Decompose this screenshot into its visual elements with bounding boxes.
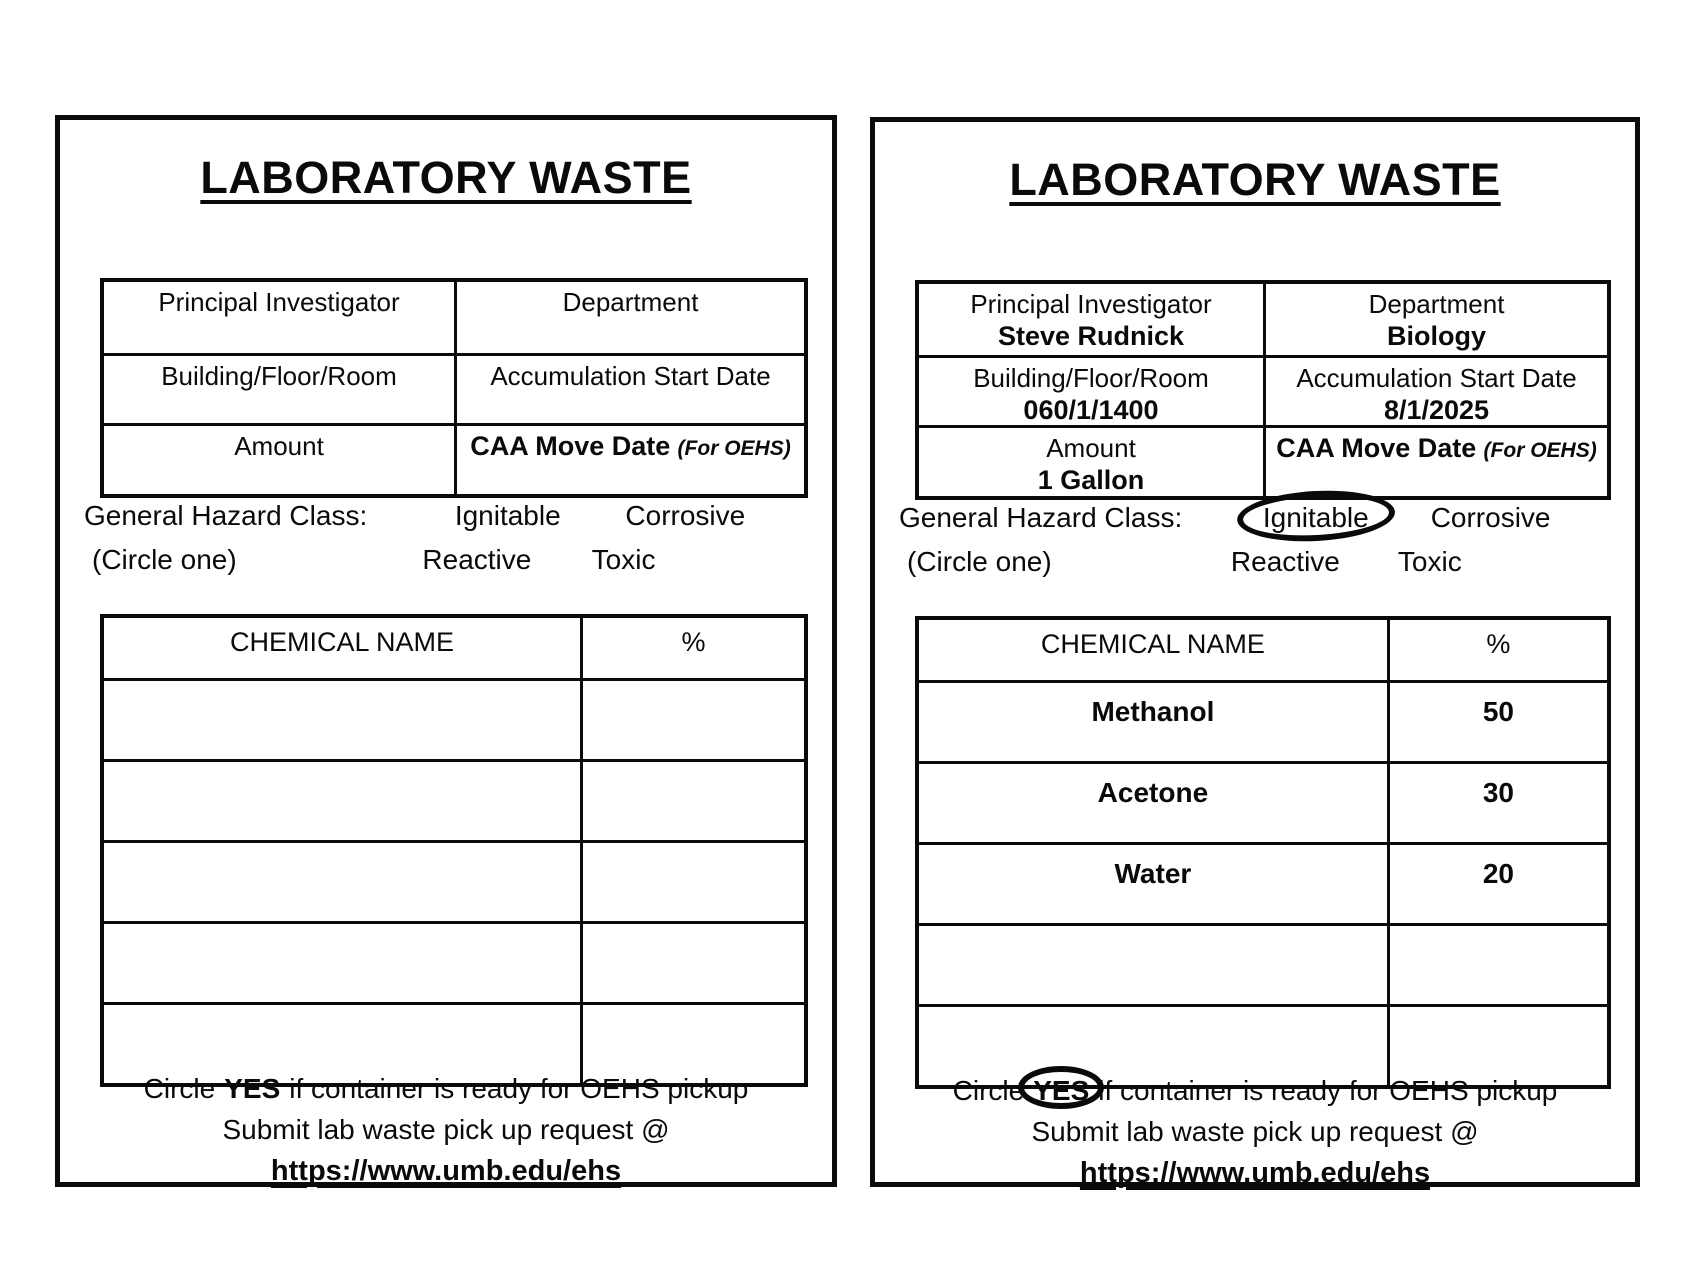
caa-move-date-cell — [1263, 425, 1607, 496]
accumulation-start-date-label: Accumulation Start Date — [490, 360, 771, 391]
caa-move-date-label-main: CAA Move Date — [470, 431, 671, 462]
caa-move-date-label — [457, 430, 804, 465]
chemical-name-header: CHEMICAL NAME — [1040, 629, 1265, 659]
hazard-option-corrosive: Corrosive — [625, 500, 746, 531]
accumulation-start-date-cell — [1263, 355, 1607, 426]
yes-word: YES — [224, 1073, 281, 1104]
caa-move-date-label — [1266, 432, 1607, 467]
pickup-request-url — [60, 1150, 832, 1192]
hazard-option-toxic: Toxic — [591, 544, 656, 575]
principal-investigator-value: Steve Rudnick — [997, 321, 1185, 351]
hazard-option-ignitable-circled: Ignitable — [1262, 502, 1369, 533]
accumulation-start-date-value: 8/1/2025 — [1383, 394, 1490, 425]
principal-investigator-cell — [104, 282, 454, 353]
building-floor-room-label: Building/Floor/Room — [161, 360, 397, 391]
table-row — [919, 680, 1607, 761]
principal-investigator-cell — [919, 284, 1263, 355]
info-table — [100, 278, 808, 498]
lab-waste-form-blank — [55, 115, 837, 1187]
hazard-option-corrosive: Corrosive — [1430, 502, 1551, 533]
chemical-name-cell — [104, 681, 580, 759]
principal-investigator-label: Principal Investigator — [970, 289, 1212, 319]
chemical-table — [915, 616, 1611, 1089]
building-floor-room-label: Building/Floor/Room — [973, 362, 1209, 393]
amount-cell — [919, 425, 1263, 496]
building-floor-room-cell — [104, 353, 454, 424]
caa-move-date-cell — [454, 423, 804, 494]
circle-yes-suffix: if container is ready for OEHS pickup — [1098, 1075, 1558, 1106]
department-label: Department — [562, 287, 699, 317]
chemical-name-header: CHEMICAL NAME — [229, 627, 455, 657]
accumulation-start-date-cell — [454, 353, 804, 424]
percent-header: % — [580, 618, 804, 678]
circle-yes-instruction — [875, 1070, 1635, 1111]
hazard-class-section — [875, 502, 1635, 598]
chemical-name-cell: Acetone — [1097, 777, 1209, 808]
yes-word-circled: YES — [1033, 1075, 1090, 1106]
pickup-request-url — [875, 1152, 1635, 1194]
table-row — [104, 759, 804, 840]
hazard-class-label: General Hazard Class: — [899, 502, 1183, 533]
percent-cell — [1387, 926, 1607, 1004]
percent-cell: 50 — [1387, 683, 1607, 761]
hazard-circle-one-label: (Circle one) — [92, 544, 237, 575]
percent-cell: 30 — [1387, 764, 1607, 842]
form-title — [875, 154, 1635, 206]
table-row — [104, 678, 804, 759]
principal-investigator-label: Principal Investigator — [158, 287, 400, 317]
department-cell — [454, 282, 804, 353]
percent-cell — [580, 762, 804, 840]
circle-yes-prefix: Circle — [143, 1073, 216, 1104]
circle-yes-suffix: if container is ready for OEHS pickup — [289, 1073, 749, 1104]
amount-label: Amount — [234, 431, 324, 462]
hazard-class-section — [60, 500, 832, 596]
chemical-table-header — [919, 620, 1607, 680]
percent-header: % — [1387, 620, 1607, 680]
form-footer — [60, 1068, 832, 1192]
accumulation-start-date-label: Accumulation Start Date — [1296, 362, 1577, 393]
circle-yes-instruction — [60, 1068, 832, 1109]
chemical-table-header — [104, 618, 804, 678]
percent-cell — [580, 681, 804, 759]
pickup-request-url-text: https://www.umb.edu/ehs — [1079, 1157, 1431, 1189]
amount-label: Amount — [1046, 433, 1136, 464]
form-title-text: LABORATORY WASTE — [200, 152, 692, 203]
chemical-name-cell: Water — [1114, 858, 1192, 889]
amount-value: 1 Gallon — [1037, 465, 1145, 496]
table-row — [919, 842, 1607, 923]
lab-waste-form-filled — [870, 117, 1640, 1187]
info-table — [915, 280, 1611, 500]
department-cell — [1263, 284, 1607, 355]
chemical-name-cell — [104, 843, 580, 921]
table-row — [919, 761, 1607, 842]
hazard-option-toxic: Toxic — [1397, 546, 1462, 577]
submit-instruction: Submit lab waste pick up request @ — [222, 1114, 670, 1145]
hazard-option-ignitable: Ignitable — [454, 500, 561, 531]
amount-cell — [104, 423, 454, 494]
circle-yes-prefix: Circle — [952, 1075, 1025, 1106]
table-row — [919, 923, 1607, 1004]
chemical-name-cell — [104, 924, 580, 1002]
department-label: Department — [1368, 289, 1505, 319]
chemical-name-cell: Methanol — [1091, 696, 1215, 727]
building-floor-room-cell — [919, 355, 1263, 426]
chemical-name-cell — [919, 926, 1387, 1004]
form-footer — [875, 1070, 1635, 1194]
hazard-class-label: General Hazard Class: — [84, 500, 368, 531]
building-floor-room-value: 060/1/1400 — [1023, 394, 1159, 425]
hazard-option-reactive: Reactive — [422, 544, 532, 575]
pickup-request-url-text: https://www.umb.edu/ehs — [270, 1155, 622, 1187]
submit-instruction: Submit lab waste pick up request @ — [1031, 1116, 1479, 1147]
form-title — [60, 152, 832, 204]
form-title-text: LABORATORY WASTE — [1009, 154, 1501, 205]
chemical-name-cell — [104, 762, 580, 840]
table-row — [104, 840, 804, 921]
table-row — [104, 921, 804, 1002]
percent-cell: 20 — [1387, 845, 1607, 923]
hazard-circle-one-label: (Circle one) — [907, 546, 1052, 577]
department-value: Biology — [1387, 321, 1486, 351]
caa-move-date-label-main: CAA Move Date — [1276, 433, 1477, 464]
hazard-option-reactive: Reactive — [1230, 546, 1340, 577]
percent-cell — [580, 843, 804, 921]
percent-cell — [580, 924, 804, 1002]
chemical-table — [100, 614, 808, 1087]
caa-move-date-label-note: (For OEHS) — [1483, 439, 1597, 463]
caa-move-date-label-note: (For OEHS) — [677, 437, 791, 461]
